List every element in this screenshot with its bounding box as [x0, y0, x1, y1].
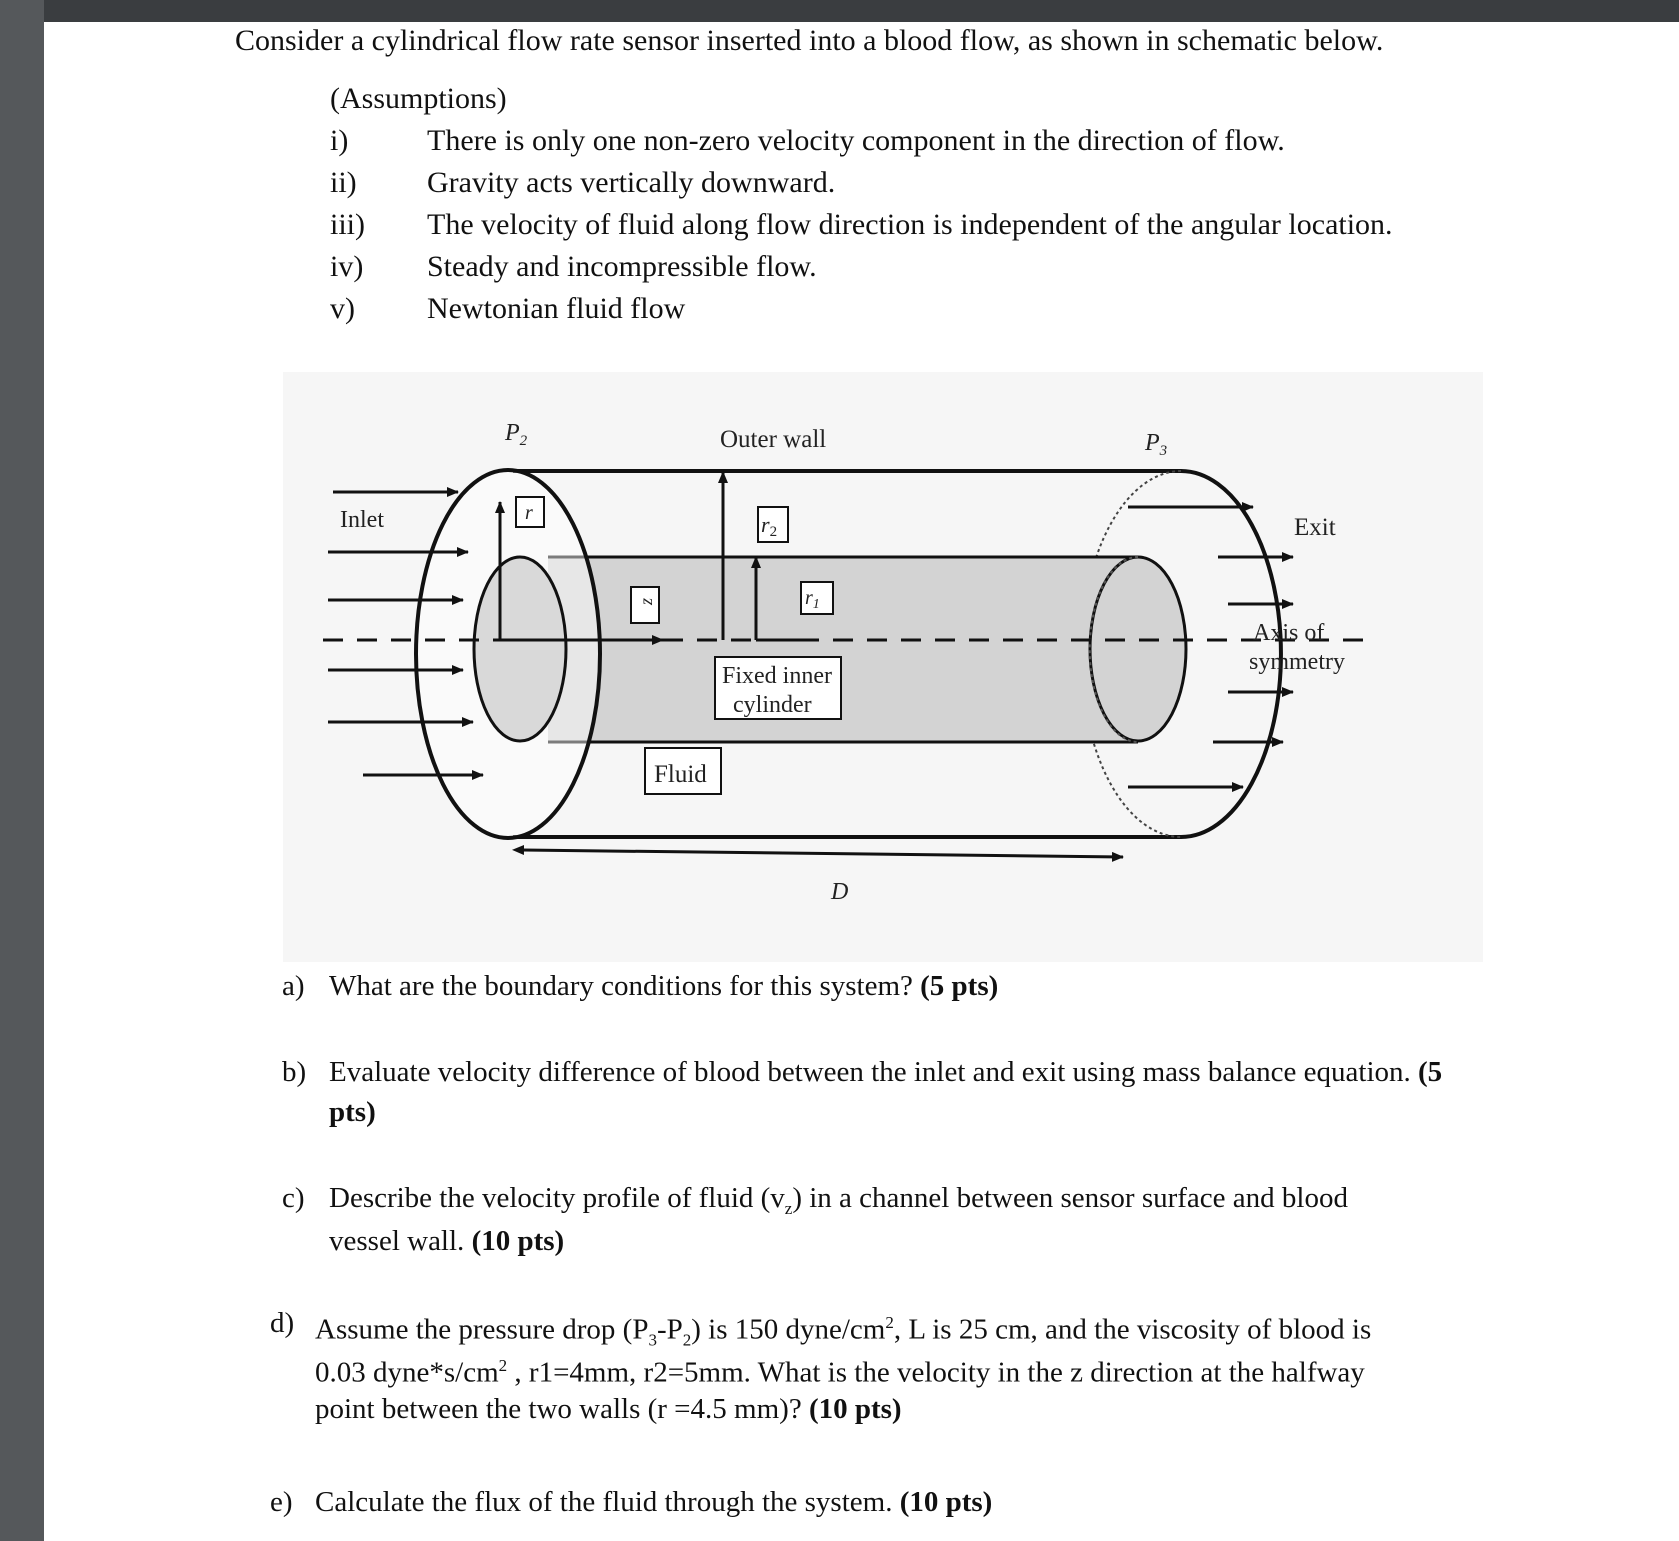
question-c-body-part3: vessel wall. — [329, 1225, 465, 1257]
question-d-sub-2: 2 — [682, 1330, 692, 1350]
question-c-points: (10 pts) — [471, 1225, 565, 1257]
document-page — [44, 22, 1679, 1541]
question-c-body-part1: Describe the velocity profile of fluid (v — [329, 1182, 785, 1214]
intro-text: Consider a cylindrical flow rate sensor inserted into a blood flow, as shown in schematic below. — [235, 24, 1384, 57]
assumption-text: Gravity acts vertically downward. — [427, 166, 836, 199]
assumption-item — [330, 166, 835, 200]
question-d-text: point between the two walls (r =4.5 mm)? — [315, 1393, 802, 1425]
assumption-number: ii) — [330, 166, 357, 199]
question-d-points: (10 pts) — [808, 1393, 902, 1425]
question-e-text — [315, 1480, 992, 1524]
assumptions-title: (Assumptions) — [330, 82, 507, 115]
question-d-line3 — [315, 1387, 902, 1431]
question-d-text: 0.03 dyne*s/cm — [315, 1356, 499, 1389]
question-d-sub-3: 3 — [648, 1330, 657, 1350]
assumption-number: i) — [330, 124, 349, 157]
inlet-inner-ellipse — [474, 557, 566, 741]
question-c — [282, 1176, 1532, 1266]
r2-label: r2 — [761, 512, 778, 540]
question-b-line1 — [329, 1050, 1442, 1094]
question-a-points: (5 pts) — [920, 970, 999, 1002]
question-d-text: , r1=4mm, r2=5mm. What is the velocity in the z direction at the halfway — [507, 1356, 1365, 1389]
question-e-points: (10 pts) — [899, 1486, 993, 1518]
outer-wall-label: Outer wall — [720, 426, 827, 453]
exit-label: Exit — [1294, 514, 1336, 541]
question-d — [270, 1301, 1570, 1431]
question-d-sup: 2 — [498, 1356, 508, 1375]
inner-cylinder-label-line1: Fixed inner — [722, 663, 832, 689]
r1-label: $r_1$ — [805, 587, 820, 612]
inner-cylinder-body — [548, 557, 1138, 742]
p3-label: $P_3$ — [1145, 430, 1168, 459]
question-a-label: a) — [282, 970, 305, 1002]
length-d-label: D — [831, 879, 849, 905]
question-d-text: -P — [656, 1313, 683, 1346]
assumption-text: There is only one non-zero velocity component in the direction of flow. — [427, 124, 1285, 157]
question-b-points-part2: pts) — [329, 1096, 376, 1128]
question-d-sup: 2 — [885, 1313, 894, 1332]
question-e — [270, 1480, 1470, 1524]
assumption-number: iii) — [330, 208, 365, 241]
assumption-text: The velocity of fluid along flow direction is independent of the angular location. — [427, 208, 1393, 241]
question-c-subscript: z — [784, 1198, 793, 1218]
inlet-label: Inlet — [340, 507, 384, 533]
axis-of-symmetry-label-line2: symmetry — [1249, 649, 1345, 675]
question-a-body: What are the boundary conditions for this system? — [329, 970, 913, 1002]
question-b-body: Evaluate velocity difference of blood between the inlet and exit using mass balance equation. — [329, 1056, 1411, 1088]
question-a-text — [329, 964, 998, 1008]
question-b-line2 — [329, 1090, 376, 1134]
question-c-line2 — [329, 1219, 564, 1263]
question-d-text: ) is 150 dyne/cm — [691, 1313, 886, 1346]
question-d-text: , L is 25 cm, and the viscosity of blood is — [893, 1313, 1372, 1346]
inner-cylinder-end — [1090, 557, 1186, 741]
z-label: z — [636, 597, 656, 605]
assumption-item — [330, 124, 1285, 158]
fluid-label: Fluid — [654, 761, 707, 788]
assumption-item — [330, 292, 685, 326]
sensor-schematic — [283, 372, 1483, 962]
question-e-body: Calculate the flux of the fluid through the system. — [315, 1486, 893, 1518]
question-d-text: Assume the pressure drop (P — [315, 1313, 649, 1346]
r-label: r — [525, 502, 533, 524]
assumption-number: iv) — [330, 250, 364, 283]
question-c-label: c) — [282, 1182, 305, 1214]
p2-label: $P_2$ — [505, 420, 528, 449]
assumption-number: v) — [330, 292, 355, 325]
assumption-text: Newtonian fluid flow — [427, 292, 686, 325]
assumption-text: Steady and incompressible flow. — [427, 250, 817, 283]
schematic-figure — [283, 372, 1483, 962]
window-top-bar — [0, 0, 1679, 22]
assumption-item — [330, 250, 817, 284]
assumption-item — [330, 208, 1393, 242]
question-e-label: e) — [270, 1486, 293, 1518]
axis-of-symmetry-label-line1: Axis of — [1253, 620, 1325, 646]
viewer-left-gutter — [0, 0, 44, 1541]
question-d-label: d) — [270, 1307, 295, 1339]
question-b-points-part1: (5 — [1418, 1056, 1443, 1088]
question-c-body-part2: ) in a channel between sensor surface and blood — [792, 1182, 1348, 1214]
question-b-label: b) — [282, 1056, 307, 1088]
question-a — [282, 964, 1482, 1008]
question-b — [282, 1050, 1482, 1140]
inner-cylinder-label-line2: cylinder — [733, 692, 812, 718]
